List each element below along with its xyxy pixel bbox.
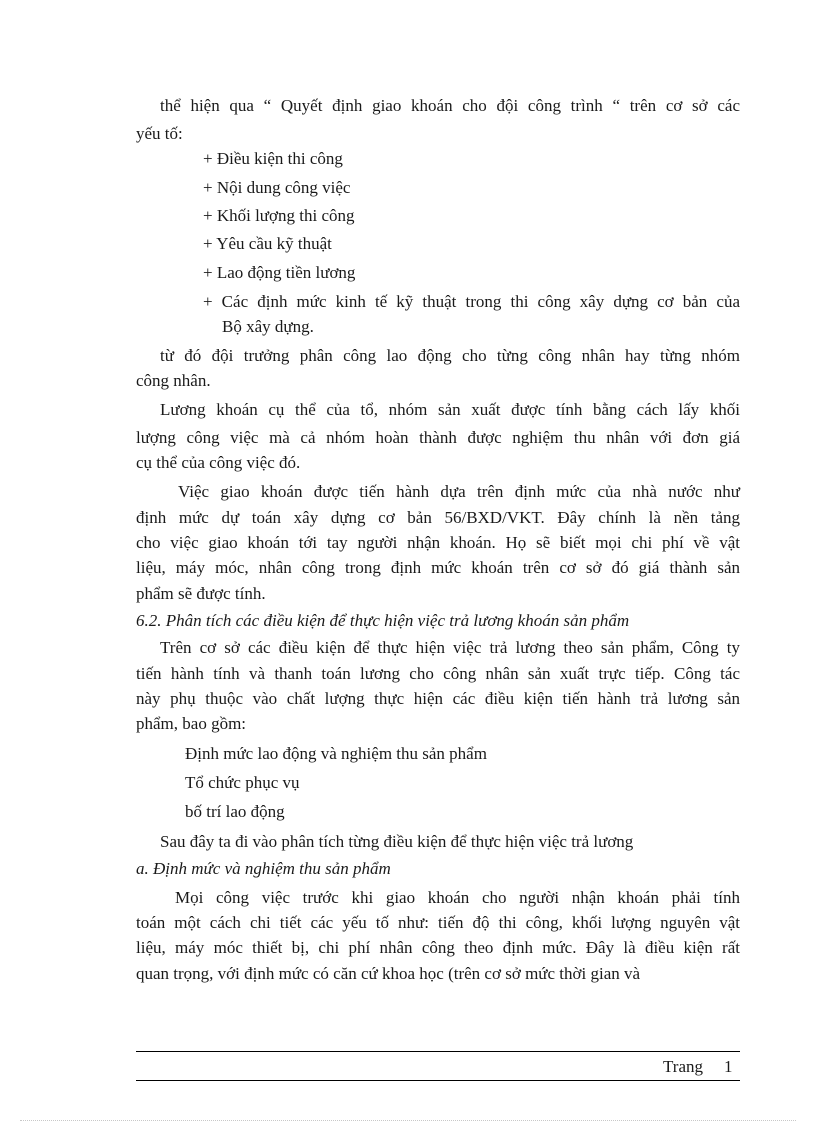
subsection-heading: a. Định mức và nghiệm thu sản phẩm [136,859,391,878]
body-text-line: toán một cách chi tiết các yếu tố như: tiến độ thi công, khối lượng nguyên vật [136,913,740,932]
list-item: + Khối lượng thi công [203,206,355,225]
body-text-line: Trên cơ sở các điều kiện để thực hiện việc trả lương theo sản phẩm, Công ty [160,638,740,657]
list-item: + Lao động tiền lương [203,263,356,282]
body-text-line: này phụ thuộc vào chất lượng thực hiện các điều kiện tiến hành trả lương sản [136,689,740,708]
footer-rule-bottom [136,1080,740,1081]
body-text-line: từ đó đội trưởng phân công lao động cho từng công nhân hay từng nhóm [160,346,740,365]
list-item: bố trí lao động [185,802,285,821]
page-number: 1 [724,1057,733,1076]
body-text-line: Sau đây ta đi vào phân tích từng điều kiện để thực hiện việc trả lương [160,832,634,851]
body-text-line: cụ thể của công việc đó. [136,453,301,472]
list-item: + Nội dung công việc [203,178,351,197]
body-text-line: Lương khoán cụ thể của tổ, nhóm sản xuất được tính bằng cách lấy khối [160,400,740,419]
body-text-line: liệu, máy móc thiết bị, chi phí nhân công theo định mức. Đây là điều kiện rất [136,938,740,957]
body-text-line: tiến hành tính và thanh toán lương cho công nhân sản xuất trực tiếp. Công tác [136,664,740,683]
page-bottom-dotted-edge [20,1120,796,1121]
body-text-line: Mọi công việc trước khi giao khoán cho người nhận khoán phải tính [175,888,740,907]
section-heading: 6.2. Phân tích các điều kiện để thực hiện việc trả lương khoán sản phẩm [136,611,630,630]
list-item: Định mức lao động và nghiệm thu sản phẩm [185,744,487,763]
body-text-line: liệu, máy móc, nhân công trong định mức khoán trên cơ sở đó giá thành sản [136,558,740,577]
body-text-line: định mức dự toán xây dựng cơ bản 56/BXD/VKT. Đây chính là nền tảng [136,508,740,527]
page-label: Trang [663,1057,703,1076]
body-text-line: phẩm sẽ được tính. [136,584,266,603]
body-text-line: quan trọng, với định mức có căn cứ khoa học (trên cơ sở mức thời gian và [136,964,641,983]
list-item: + Các định mức kinh tế kỹ thuật trong thi công xây dựng cơ bản của [203,292,740,311]
body-text-line: cho việc giao khoán tới tay người nhận khoán. Họ sẽ biết mọi chi phí về vật [136,533,740,552]
body-text-line: lượng công việc mà cả nhóm hoàn thành được nghiệm thu nhân với đơn giá [136,428,740,447]
footer-rule-top [136,1051,740,1052]
body-text-line: phẩm, bao gồm: [136,714,247,733]
list-item: + Yêu cầu kỹ thuật [203,234,332,253]
list-item: + Điều kiện thi công [203,149,343,168]
list-item-continuation: Bộ xây dựng. [222,317,314,336]
body-text-line: công nhân. [136,371,211,390]
body-text-line: yếu tố: [136,124,183,143]
body-text-line: Việc giao khoán được tiến hành dựa trên định mức của nhà nước như [178,482,740,501]
list-item: Tổ chức phục vụ [185,773,300,792]
body-text-line: thể hiện qua “ Quyết định giao khoán cho đội công trình “ trên cơ sở các [160,96,740,115]
